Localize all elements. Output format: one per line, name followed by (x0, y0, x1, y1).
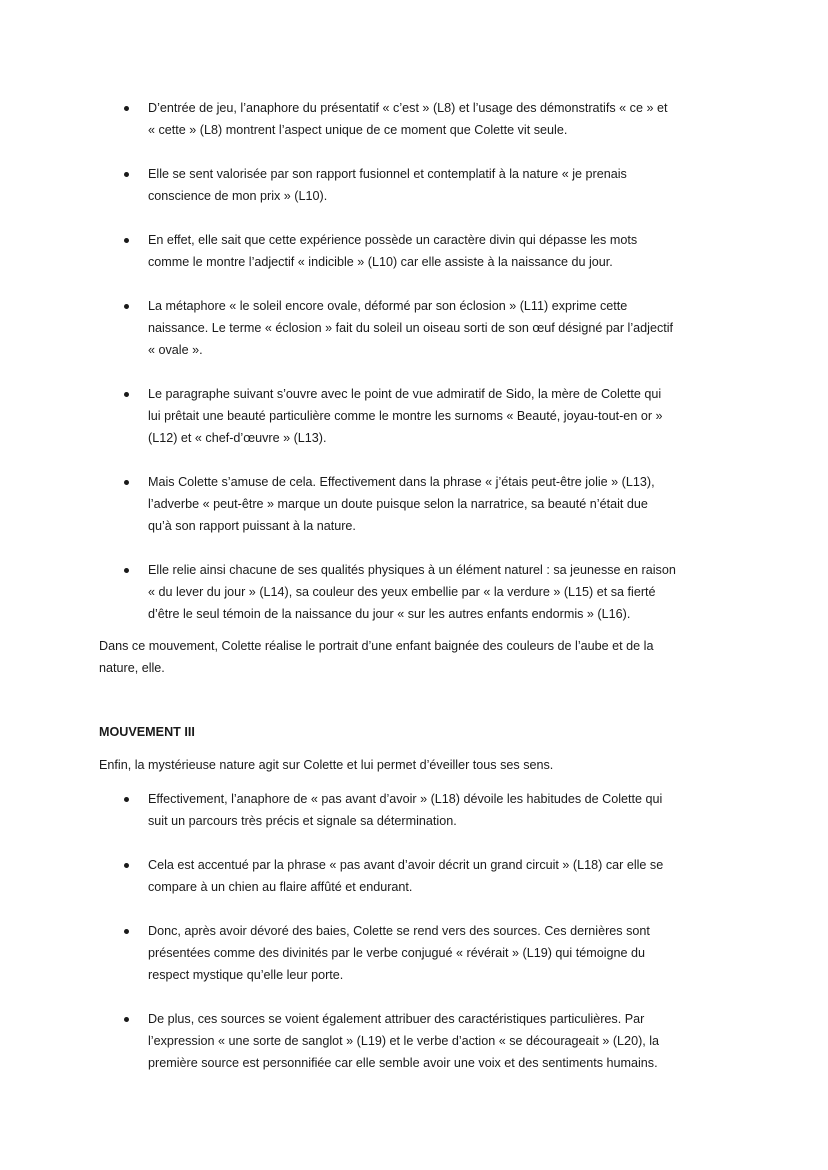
bullet-item (99, 559, 739, 625)
bullet-icon (124, 863, 129, 868)
intro-paragraph: Enfin, la mystérieuse nature agit sur Colette et lui permet d’éveiller tous ses sens. (99, 758, 554, 772)
bullet-icon (124, 392, 129, 397)
bullet-item (99, 229, 739, 273)
text-line: Elle relie ainsi chacune de ses qualités physiques à un élément naturel : sa jeunesse en raison (148, 563, 676, 577)
bullet-icon (124, 238, 129, 243)
bullet-icon (124, 568, 129, 573)
text-line: Cela est accentué par la phrase « pas avant d’avoir décrit un grand circuit » (L18) car elle se (148, 858, 664, 872)
text-line: « cette » (L8) montrent l’aspect unique de ce moment que Colette vit seule. (148, 123, 568, 137)
bullet-item (99, 788, 739, 832)
text-line: Dans ce mouvement, Colette réalise le portrait d’une enfant baignée des couleurs de l’aube et de la (99, 639, 654, 653)
text-line: lui prêtait une beauté particulière comme le montre les surnoms « Beauté, joyau-tout-en or » (148, 409, 663, 423)
text-line: suit un parcours très précis et signale sa détermination. (148, 814, 457, 828)
text-line: d’être le seul témoin de la naissance du jour « sur les autres enfants endormis » (L16). (148, 607, 631, 621)
text-line: « du lever du jour » (L14), sa couleur des yeux embellie par « la verdure » (L15) et sa fierté (148, 585, 656, 599)
text-line: compare à un chien au flaire affûté et endurant. (148, 880, 413, 894)
text-line: Elle se sent valorisée par son rapport fusionnel et contemplatif à la nature « je prenais (148, 167, 627, 181)
text-line: « ovale ». (148, 343, 203, 357)
text-line: naissance. Le terme « éclosion » fait du soleil un oiseau sorti de son œuf désigné par l’adjectif (148, 321, 674, 335)
bullet-item (99, 471, 739, 537)
text-line: Le paragraphe suivant s’ouvre avec le point de vue admiratif de Sido, la mère de Colette qui (148, 387, 662, 401)
document-page (99, 97, 739, 1096)
section-2-bullet-list (99, 97, 739, 625)
section-heading: MOUVEMENT III (99, 725, 195, 739)
bullet-item (99, 920, 739, 986)
bullet-item (99, 1008, 739, 1074)
text-line: De plus, ces sources se voient également attribuer des caractéristiques particulières. Par (148, 1012, 645, 1026)
text-line: D’entrée de jeu, l’anaphore du présentatif « c’est » (L8) et l’usage des démonstratifs « ce » et (148, 101, 668, 115)
text-line: qu’à son rapport puissant à la nature. (148, 519, 356, 533)
text-line: Donc, après avoir dévoré des baies, Colette se rend vers des sources. Ces dernières sont (148, 924, 650, 938)
bullet-icon (124, 304, 129, 309)
section-3-bullet-list (99, 788, 739, 1074)
bullet-icon (124, 172, 129, 177)
text-line: première source est personnifiée car elle semble avoir une voix et des sentiments humains. (148, 1056, 658, 1070)
text-line: respect mystique qu’elle leur porte. (148, 968, 344, 982)
bullet-item (99, 383, 739, 449)
text-line: l’adverbe « peut-être » marque un doute puisque selon la narratrice, sa beauté n’était due (148, 497, 648, 511)
bullet-icon (124, 480, 129, 485)
bullet-item (99, 97, 739, 141)
text-line: nature, elle. (99, 661, 165, 675)
text-line: comme le montre l’adjectif « indicible » (L10) car elle assiste à la naissance du jour. (148, 255, 613, 269)
text-line: Effectivement, l’anaphore de « pas avant d’avoir » (L18) dévoile les habitudes de Colette qui (148, 792, 663, 806)
text-line: La métaphore « le soleil encore ovale, déformé par son éclosion » (L11) exprime cette (148, 299, 628, 313)
bullet-item (99, 295, 739, 361)
bullet-icon (124, 929, 129, 934)
text-line: présentées comme des divinités par le verbe conjugué « révérait » (L19) qui témoigne du (148, 946, 646, 960)
text-line: conscience de mon prix » (L10). (148, 189, 328, 203)
bullet-item (99, 163, 739, 207)
bullet-icon (124, 106, 129, 111)
conclusion-paragraph (99, 635, 739, 679)
text-line: (L12) et « chef-d’œuvre » (L13). (148, 431, 327, 445)
text-line: En effet, elle sait que cette expérience possède un caractère divin qui dépasse les mots (148, 233, 638, 247)
text-line: Mais Colette s’amuse de cela. Effectivement dans la phrase « j’étais peut-être jolie » (L13), (148, 475, 655, 489)
bullet-icon (124, 797, 129, 802)
text-line: l’expression « une sorte de sanglot » (L19) et le verbe d’action « se décourageait » (L20), la (148, 1034, 660, 1048)
bullet-item (99, 854, 739, 898)
bullet-icon (124, 1017, 129, 1022)
